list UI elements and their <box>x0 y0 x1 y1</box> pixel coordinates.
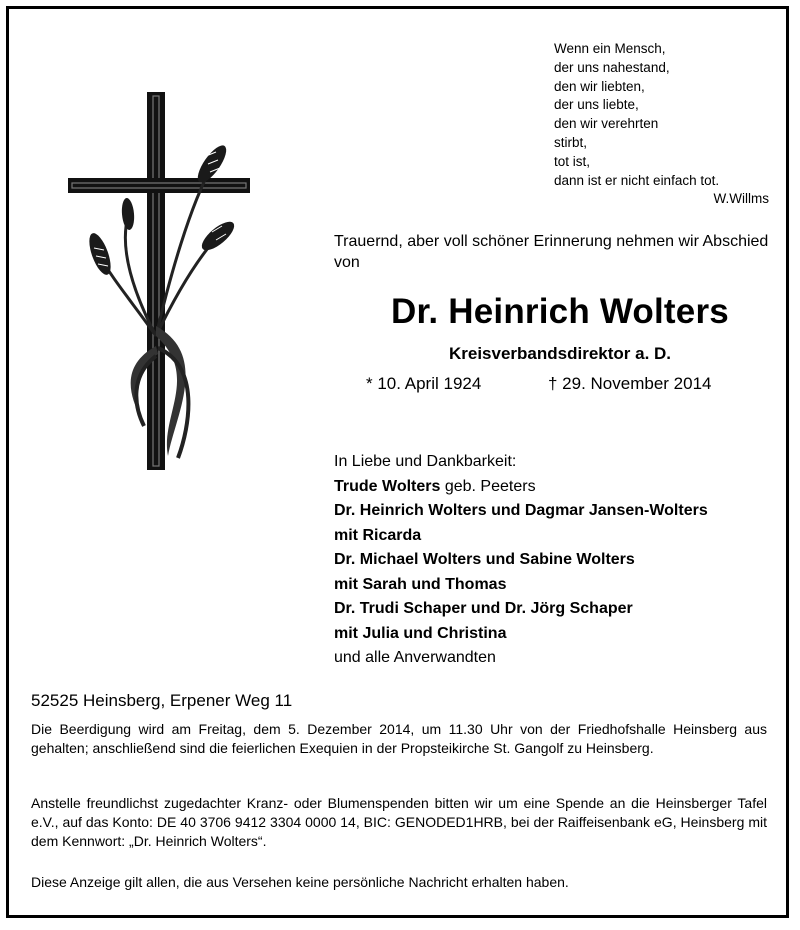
family-heading: In Liebe und Dankbarkeit: <box>334 453 517 470</box>
memorial-poem <box>554 40 769 209</box>
birth-date: * 10. April 1924 <box>366 374 482 393</box>
family-widow <box>334 475 708 500</box>
family-member: mit Ricarda <box>334 526 422 544</box>
deceased-title: Kreisverbandsdirektor a. D. <box>448 344 672 363</box>
family-member: mit Sarah und Thomas <box>334 575 507 593</box>
family-member: Dr. Trudi Schaper und Dr. Jörg Schaper <box>334 600 633 617</box>
poem-line: dann ist er nicht einfach tot. <box>554 172 720 188</box>
poem-line: stirbt, <box>554 134 588 150</box>
cross-with-wheat-icon <box>60 86 260 476</box>
poem-line: Wenn ein Mensch, <box>554 41 666 56</box>
poem-line: den wir liebten, <box>554 78 645 94</box>
widow-name: Trude Wolters <box>334 477 441 495</box>
funeral-info: Die Beerdigung wird am Freitag, dem 5. Dezember 2014, um 11.30 Uhr von der Friedhofshalle Heinsberg aus gehalten; anschließend sind die feierlichen Exequien in der Propsteikirche St. Gangolf zu Heinsberg. <box>31 721 767 756</box>
widow-maiden-name: geb. Peeters <box>440 477 536 495</box>
intro-text: Trauernd, aber voll schöner Erinnerung nehmen wir Abschied von <box>334 233 769 271</box>
death-date: † 29. November 2014 <box>548 374 712 393</box>
family-closing: und alle Anverwandten <box>334 649 496 666</box>
family-member: Dr. Michael Wolters und Sabine Wolters <box>334 551 635 568</box>
poem-author: W.Willms <box>713 191 769 207</box>
notice-footer: Diese Anzeige gilt allen, die aus Versehen keine persönliche Nachricht erhalten haben. <box>31 874 569 890</box>
family-member: mit Julia und Christina <box>334 624 507 642</box>
poem-line: der uns nahestand, <box>554 59 670 75</box>
poem-line: tot ist, <box>554 153 591 169</box>
poem-line: der uns liebte, <box>554 97 639 113</box>
deceased-name: Dr. Heinrich Wolters <box>391 292 729 331</box>
family-member: Dr. Heinrich Wolters und Dagmar Jansen-Wolters <box>334 502 708 519</box>
poem-line: den wir verehrten <box>554 116 659 132</box>
family-address: 52525 Heinsberg, Erpener Weg 11 <box>31 691 293 710</box>
donation-info: Anstelle freundlichst zugedachter Kranz- oder Blumenspenden bitten wir um eine Spende an die Heinsberger Tafel e.V., auf das Konto: DE 40 3706 9412 3304 0000 14, BIC: GENODED1HRB, bei der Raiffeisenbank eG, Heinsberg mit dem Kennwort: „Dr. Heinrich Wolters“. <box>31 795 767 849</box>
family-list <box>334 450 708 671</box>
